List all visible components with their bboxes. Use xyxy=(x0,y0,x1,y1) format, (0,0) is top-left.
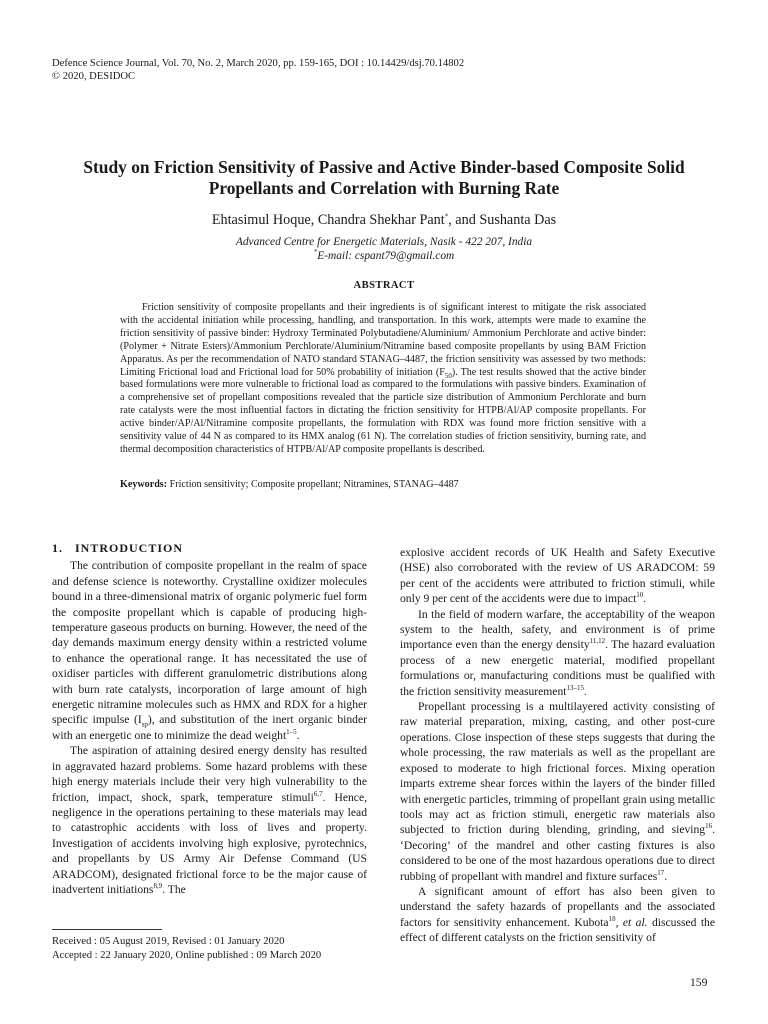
authors-part-2: , and Sushanta Das xyxy=(448,212,557,228)
text-run: The contribution of composite propellant in the realm of space and defense science is noteworthy. Crystalline oxidizer molecules bound in a three-dimensional matrix of organic polymeric fuel form the composite propellant which is capable of producing high-temperature gaseous products on burning. However, the need of the day demands maximum energy density within a restricted volume to enhance the operational range. It has necessitated the use of oxidiser particles with different granulometric distributions along with burn rate catalysts, incorporation of large amount of high energetic nitramine molecules such as HMX and RDX for a higher specific impulse (I xyxy=(52,559,367,727)
abstract-text xyxy=(120,302,646,457)
page-number: 159 xyxy=(690,976,708,989)
text-run: Propellant processing is a multilayered activity consisting of raw material preparation, mixing, casting, and other post-cure operations. Close inspection of these steps suggests that during the whole processing, the raw materials as well as the propellant are exposed to moderate to high frictional forces. Mixing operation imparts extreme shear forces within the layers of the binder filled with energetic particles, trimming of propellant grain using metallic tools may act as friction stimuli, energetic raw materials also subjected to friction during blending, grinding, and sieving xyxy=(400,700,715,837)
abstract-part-2: ). The test results showed that the active binder based formulations were more vulnerable to frictional load as compared to the formulations with passive binders. Examination of a comprehensive set of propellant compositions revealed that the particle size distribution of Ammonium Perchlorate and burn rate catalysts were the most influential factors in dictating the friction sensitivity for HTPB/Al/AP composite propellants. For active binder/AP/Al/Nitramine composite propellants, the formulation with RDX was found more friction sensitive with a sensitivity value of 44 N as compared to its HMX analog (61 N). The correlation studies of friction sensitivity, burning rate, and thermal decomposition characteristics of HTPB/Al/AP composite propellants is described. xyxy=(120,366,647,455)
emphasis: , et al. xyxy=(615,915,648,929)
text-run: explosive accident records of UK Health and Safety Executive (HSE) also corroborated with the review of US ARADCOM: 59 per cent of the accidents were attributed to friction stimuli, while only 9 per cent of the accidents were due to impact xyxy=(400,546,715,606)
paragraph xyxy=(400,884,715,946)
affiliation: Advanced Centre for Energetic Materials, Nasik - 422 207, India xyxy=(235,236,533,248)
text-run: . The hazard evaluation process of a new energetic material, modified propellant formulations or, manufacturing conditions must be qualified with the friction sensitivity measurement xyxy=(400,638,715,698)
email-mark: * xyxy=(313,248,318,257)
subscript: sp xyxy=(141,720,148,729)
email-line xyxy=(90,249,678,263)
paragraph xyxy=(52,743,367,897)
keywords-label: Keywords: xyxy=(120,479,168,490)
paragraph xyxy=(52,558,367,743)
text-run: . xyxy=(664,869,668,883)
authors-part-1: Ehtasimul Hoque, Chandra Shekhar Pant xyxy=(211,212,445,228)
keywords xyxy=(120,478,646,491)
text-run: A significant amount of effort has also been given to understand the safety hazards of propellants and the associated factors for sensitivity enhancement. Kubota xyxy=(400,884,715,929)
copyright-line: © 2020, DESIDOC xyxy=(52,71,136,82)
paragraph xyxy=(400,545,715,607)
citation: 1–5 xyxy=(286,728,297,737)
keywords-text: Friction sensitivity; Composite propellant; Nitramines, STANAG–4487 xyxy=(167,479,459,490)
left-column xyxy=(52,541,367,897)
text-run: discussed the effect of different catalysts on the friction sensitivity of xyxy=(400,915,716,945)
journal-header xyxy=(52,57,464,83)
citation: 10 xyxy=(636,591,644,600)
accepted-line: Accepted : 22 January 2020, Online published : 09 March 2020 xyxy=(52,950,322,961)
citation: 18 xyxy=(608,914,616,923)
text-run: ), and substitution of the inert organic binder with an energetic one to minimize the dead weight xyxy=(52,713,367,742)
corresponding-author-mark: * xyxy=(444,212,449,221)
text-run: . The xyxy=(162,882,186,896)
paragraph xyxy=(400,607,715,699)
citation: 13–15 xyxy=(566,683,584,692)
citation: 6,7 xyxy=(313,789,323,798)
right-column xyxy=(400,545,715,946)
text-run: . xyxy=(583,684,587,698)
abstract-part-1: Friction sensitivity of composite propellants and their ingredients is of significant interest to mitigate the risk associated with the accidental initiation while processing, handling, and transportation. In this work, attempts were made to examine the friction sensitivity of passive binder: Hydroxy Terminated Polybutadiene/Aluminium/ Ammonium Perchlorate and active binder: (Polymer + Nitrate Esters)/Ammonium Perchlorate/Aluminium/Nitramine based composite propellants by using BAM Friction Apparatus. As per the recommendation of NATO standard STANAG–4487, the friction sensitivity was assessed by two methods: Limiting Frictional load and Frictional load for 50% probability of initiation (F xyxy=(120,302,646,378)
text-run: . Hence, negligence in the operations pertaining to these materials may lead to catastrophic accidents with loss of lives and property. Investigation of accidents involving high explosive, pyrotechnics, and propellants by US Army Air Defense Command (US ARADCOM), designated frictional force to be the major cause of inadvertent initiations xyxy=(52,790,367,896)
text-run: . xyxy=(643,592,647,606)
text-run: In the field of modern warfare, the acceptability of the weapon system to the health, safety, and environment is of prime importance even than the energy density xyxy=(400,607,715,652)
section-number: 1. xyxy=(52,541,63,555)
citation: 8,9 xyxy=(153,882,163,891)
text-run: The aspiration of attaining desired energy density has resulted in aggravated hazard problems. Some hazard problems with these high energy materials include their very high vulnerability to the friction, impact, shock, spark, temperature stimuli xyxy=(52,744,367,804)
footnote-rule xyxy=(52,929,162,930)
citation: 17 xyxy=(657,868,665,877)
email: E-mail: cspant79@gmail.com xyxy=(317,250,455,262)
paragraph xyxy=(400,699,715,884)
text-run: . xyxy=(296,728,300,742)
received-dates xyxy=(52,935,321,963)
received-line: Received : 05 August 2019, Revised : 01 January 2020 xyxy=(52,936,285,947)
section-title: INTRODUCTION xyxy=(75,541,184,555)
section-heading xyxy=(52,541,367,556)
abstract-subscript: 50 xyxy=(444,371,452,380)
text-run: . ‘Decoring’ of the mandrel and other casting fixtures is also considered to be one of the most hazardous operations due to direct rubbing of propellant with mandrel and fixture surfaces xyxy=(400,823,715,883)
citation: 16 xyxy=(705,822,713,831)
author-line xyxy=(0,212,768,229)
citation-line: Defence Science Journal, Vol. 70, No. 2, March 2020, pp. 159-165, DOI : 10.14429/dsj.70.14802 xyxy=(52,58,465,69)
abstract-heading: ABSTRACT xyxy=(353,280,415,291)
affiliation-block xyxy=(0,235,678,263)
paper-title: Study on Friction Sensitivity of Passive and Active Binder-based Composite Solid Propellants and Correlation with Burning Rate xyxy=(83,157,685,198)
citation: 11,12 xyxy=(589,637,606,646)
